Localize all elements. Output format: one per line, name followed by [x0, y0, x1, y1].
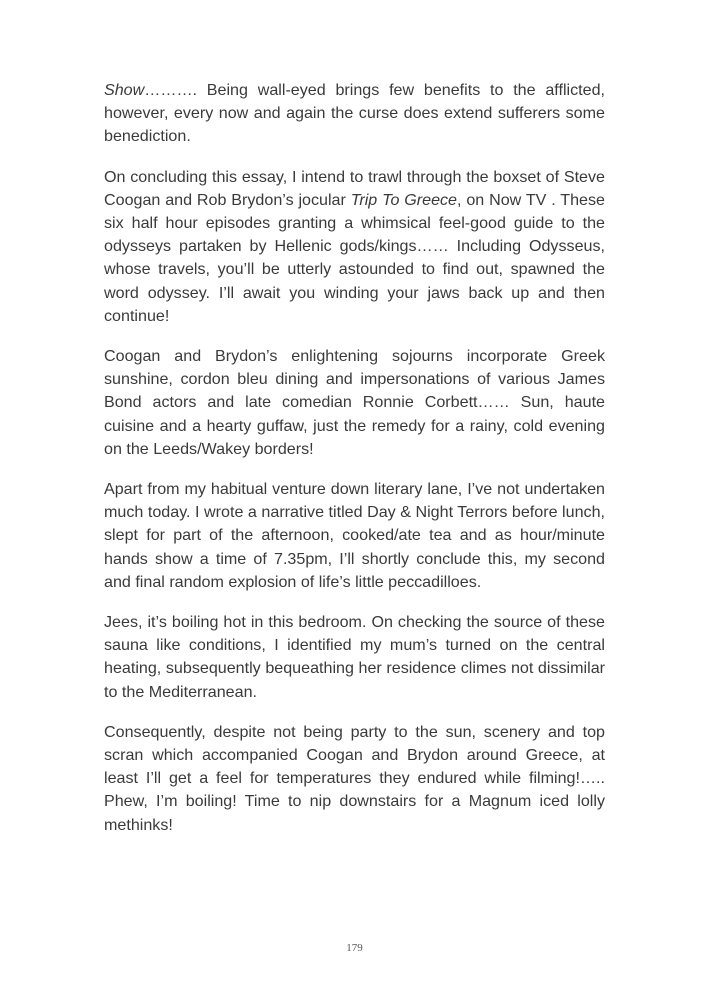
paragraph-1 [104, 79, 605, 149]
page-body [104, 79, 605, 854]
italic-title: Trip To Greece [350, 190, 458, 209]
paragraph-1-text: ………. Being wall-eyed brings few benefits to the afflicted, however, every now and again the curse does extend sufferers some benediction. [104, 81, 605, 146]
paragraph-2-text-before: On concluding this essay, I intend to trawl through the boxset of Steve Coogan and Rob Brydon’s jocular [104, 167, 605, 209]
paragraph-3: Coogan and Brydon’s enlightening sojourns incorporate Greek sunshine, cordon bleu dining and impersonations of various James Bond actors and late comedian Ronnie Corbett…… Sun, haute cuisine and a hearty guffaw, just the remedy for a rainy, cold evening on the Leeds/Wakey borders! [104, 347, 605, 458]
paragraph-6: Consequently, despite not being party to the sun, scenery and top scran which accompanied Coogan and Brydon around Greece, at least I’ll get a feel for temperatures they endured while filming!….. Phew, I’m boiling! Time to nip downstairs for a Magnum iced lolly methinks! [104, 722, 605, 834]
paragraph-2 [104, 166, 605, 328]
page-number: 179 [346, 942, 363, 954]
paragraph-2-text-after: , on Now TV . These six half hour episodes granting a whimsical feel-good guide to the odysseys partaken by Hellenic gods/kings…… Including Odysseus, whose travels, you’ll be utterly astounded to find out, spawned the word odyssey. I’ll await you winding your jaws back up and then continue! [104, 190, 605, 325]
italic-show: Show [104, 81, 145, 99]
paragraph-4: Apart from my habitual venture down literary lane, I’ve not undertaken much today. I wrote a narrative titled Day & Night Terrors before lunch, slept for part of the afternoon, cooked/ate tea and as hour/minute hands show a time of 7.35pm, I’ll shortly conclude this, my second and final random explosion of life’s little peccadilloes. [104, 480, 605, 591]
paragraph-5: Jees, it’s boiling hot in this bedroom. On checking the source of these sauna like conditions, I identified my mum’s turned on the central heating, subsequently bequeathing her residence climes not dissimilar to the Mediterranean. [104, 613, 605, 701]
